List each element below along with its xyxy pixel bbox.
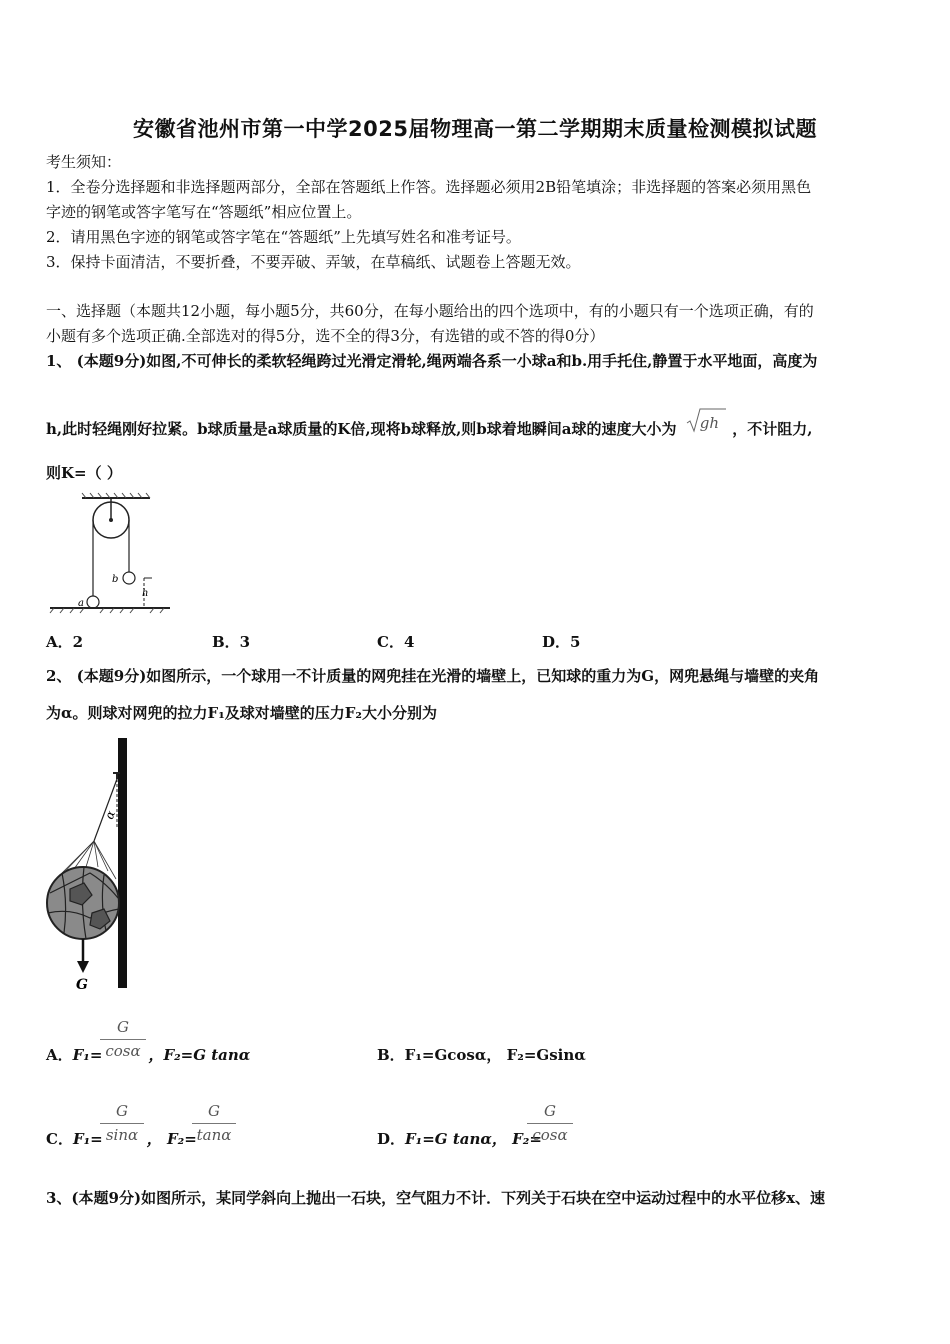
section-heading: 一、选择题（本题共12小题，每小题5分，共60分，在每小题给出的四个选项中，有的小题只有一个选项正确，有的: [46, 302, 814, 320]
label-alpha: α: [102, 808, 118, 822]
q1-stem-line3: 则K=（ ）: [46, 464, 122, 482]
label-b: b: [112, 574, 119, 585]
ball-a: [87, 596, 99, 608]
q2-stem-line1: 2、 (本题9分)如图所示，一个球用一不计质量的网兜挂在光滑的墙壁上，已知球的重力为G，网兜悬绳与墙壁的夹角: [46, 667, 820, 685]
q2-stem-line2: 为α。则球对网兜的拉力F₁及球对墙壁的压力F₂大小分别为: [46, 704, 437, 722]
sqrt-sign-icon: [686, 407, 726, 433]
pulley-figure: [46, 492, 176, 614]
label-h: h: [142, 588, 149, 599]
q2-optC-fraction-1: $\frac{G}{\sin\alpha}$: [100, 1102, 144, 1144]
q2-optC-fraction-2: $\frac{G}{\tan\alpha}$: [192, 1102, 236, 1144]
label-G: G: [76, 977, 88, 993]
q2-option-d[interactable]: D．F₁=G tanα， F₂=: [377, 1130, 542, 1148]
q2-option-b[interactable]: B．F₁=Gcosα， F₂=Gsinα: [377, 1046, 586, 1064]
q2-option-a[interactable]: A．F₁= ，F₂=G tanα: [46, 1046, 251, 1064]
q2-optD-fraction: $\frac{G}{\cos\alpha}$: [527, 1102, 573, 1144]
notice-item-1-cont: 字迹的钢笔或答字笔写在“答题纸”相应位置上。: [46, 203, 362, 221]
q1-stem-line2: [46, 413, 813, 439]
q1-stem-line1: 1、 (本题9分)如图,不可伸长的柔软轻绳跨过光滑定滑轮,绳两端各系一小球a和b.用手托住,静置于水平地面，高度为: [46, 352, 818, 370]
q2-optA-fraction: $\frac{G}{\cos\alpha}$: [100, 1018, 146, 1060]
page-title: 安徽省池州市第一中学2025届物理高一第二学期期末质量检测模拟试题: [133, 117, 817, 141]
q1-stem-pre: h,此时轻绳刚好拉紧。b球质量是a球质量的K倍,现将b球释放,则b球着地瞬间a球的速度大小为: [46, 420, 677, 438]
q1-sqrt: gh: [686, 413, 723, 433]
ball-b: [123, 572, 135, 584]
q1-option-b[interactable]: B．3: [212, 633, 251, 651]
label-a: a: [78, 598, 84, 609]
notice-heading: 考生须知：: [46, 153, 122, 171]
q3-stem-line1: 3、(本题9分)如图所示，某同学斜向上抛出一石块，空气阻力不计．下列关于石块在空中运动过程中的水平位移x、速: [46, 1189, 826, 1207]
q1-option-c[interactable]: C．4: [377, 633, 415, 651]
notice-item-3: 3．保持卡面清洁，不要折叠，不要弄破、弄皱，在草稿纸、试题卷上答题无效。: [46, 253, 581, 271]
q1-option-d[interactable]: D．5: [542, 633, 581, 651]
q1-stem-post: ，不计阻力,: [732, 420, 813, 438]
ball-net-figure: [40, 733, 150, 995]
notice-item-2: 2．请用黑色字迹的钢笔或答字笔在“答题纸”上先填写姓名和准考证号。: [46, 228, 521, 246]
section-heading-cont: 小题有多个选项正确.全部选对的得5分，选不全的得3分，有选错的或不答的得0分）: [46, 327, 605, 345]
q2-option-c[interactable]: C．F₁= ， F₂=: [46, 1130, 197, 1148]
q1-option-a[interactable]: A．2: [46, 633, 84, 651]
notice-item-1: 1．全卷分选择题和非选择题两部分，全部在答题纸上作答。选择题必须用2B铅笔填涂；非选择题的答案必须用黑色: [46, 178, 812, 196]
